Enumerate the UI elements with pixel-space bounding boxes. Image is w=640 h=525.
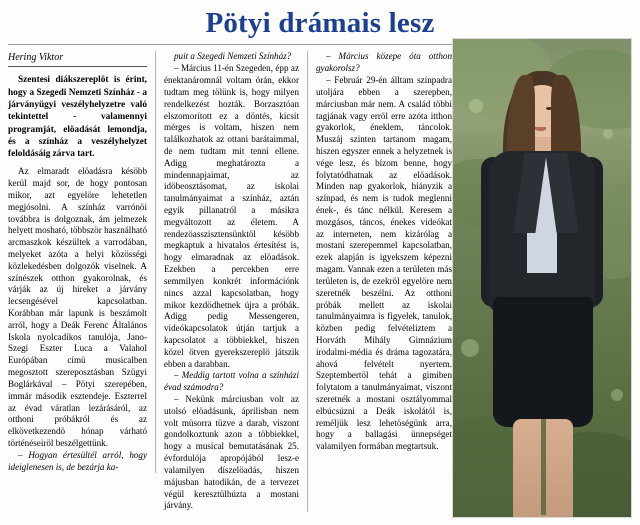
photo-canvas	[453, 39, 631, 517]
paragraph: – Február 29-én álltam színpadra utoljára ebben a szerepben, márciusban már nem. A család többi tagjának vagy erröl erre azóta itthon gyakorlok, éneklem, táncolok. Muszáj szinten tartanom magam, hiszen egyszer ennek a helyzetnek is vége lesz, és bízom benne, hogy folytatódhatnak az elöadások. Minden nap gyakorlok, hiányzik a színpad, és nem is tudok meglenni ének-, és tánc nélkül. Keresem a mozgásos, táncos, énekes videókat az interneten, nem kizárólag a mostani szerepemmel kapcsolatban, ezek alapján is igyekszem képezni magam. Vannak ezen a területen más területen is, de ezekröl egyelöre nem szeretnék beszélni. Az otthoni próbák mellett az iskolai tanulmányaimra is figyelek, tanulok, közben pedig felvételiztem a Horváth Mihály Gimnázium irodalmi-média és dráma tagozatára, ahová felvételt nyertem. Szeptembertöl tehát a gimiben folytatom a tanulmányaimat, viszont szeretnék a mostani osztályommal elbúcsúzni a Deák iskolától is, reméljük lesz lehetöségünk arra, hogy a ballagási ünnepséget valamilyen formában megtartsuk.	[316, 75, 452, 452]
person-figure	[467, 47, 617, 517]
mouth-shape	[535, 127, 546, 131]
column-3	[308, 51, 460, 453]
skirt-shape	[493, 297, 593, 427]
paragraph: – Március 11-én Szegeden, épp az énektanáromnál voltam órán, ekkor tudtam meg tölünk is, hogy milyen rendelkezést hozták. Borzasztóan elszomorított ez a döntés, kicsit mérges is voltam, hiszen nem találkozhatok az ottani barátaimmal, de nem tudtam mit tenni ellene. Adigg meghatározta a mindennapjaimat, az idöbeosztásomat, az iskolai tanulmányaimat a színház, aztán egyik pillanatról a másikra megváltozott az életem. A rendezöasszisztensünktöl késöbb megkaptuk a hivatalos értesítést is, hogy elmaradnak az elöadások. Ezekben a percekben erre semmilyen konkrét információnk nincs azzal kapcsolatban, hogy mikor kezdödhetnek újra a próbák. Adigg pedig Messengeren, videókapcsolatok útján tartjuk a kapcsolatot a többiekkel, hiszen közel ötven gyerekszereplö játszik ebben a darabban.	[164, 63, 299, 369]
paragraph: Az elmaradt elöadásra késöbb kerül majd sor, de hogy pontosan mikor, azt egyelöre lehetetlen megjósolni. A színház varrónöi továbbra is dolgoznak, ám jelmezek helyett mosható, többször használható arcmaszkok készültek a varrodában, melyeket azóta a helyi közösségi közlekedésben dolgozók viselnek. A színészek otthon gyakorolnak, és várják az új híreket a járvány lecsengésével kapcsolatban. Korábban már lapunk is beszámolt arról, hogy a Deák Ferenc Általános Iskola nyolcadikos tanulója, Jano-Szegi Eszter Luca a Valahol Európában címü musicalben megosztott szereposztásban Szügyi Boglárkával – Pötyi szerepében, immár második esztendeje. Eszterrel az évad váratlan lezárásáról, az otthoni próbákról és az elkövetkezendö hónap várható történéseiröl beszélgettünk.	[8, 166, 147, 448]
column-2	[156, 51, 308, 512]
paragraph: – Nekünk márciusban volt az utolsó elöadásunk, áprilisban nem volt müsorra tüzve a darab, viszont gondolkoztunk azon a többiekkel, hogy a musical bemutatásának 25. évfordulója apropójából lesz-e valamilyen díszelöadás, hiszen májusban hatodikán, de a tervezet végül keresztülhúzta a mostani járvány.	[164, 394, 299, 511]
question-paragraph: puit a Szegedi Nemzeti Színház?	[174, 51, 292, 62]
lapel-shape	[513, 153, 546, 233]
question-paragraph: – Március közepe óta otthon gyakorolsz?	[316, 51, 452, 74]
lead-paragraph: Szentesi diákszereplöt is érint, hogy a Szegedi Nemzeti Színház - a járványügyi veszélyhelyzetre való tekintettel - valamennyi programját, elöadását lemondja, és a színház a veszélyhelyzet feloldásáig zárva tart.	[8, 75, 147, 160]
question-paragraph: – Meddig tartott volna a színházi évad számodra?	[164, 370, 299, 393]
portrait-photo	[452, 38, 632, 518]
leg-gap-shape	[541, 419, 546, 515]
page-title: Pötyi drámais lesz	[205, 7, 435, 39]
jacket-shape	[489, 151, 595, 311]
question-paragraph: – Hogyan értesültél arról, hogy ideiglenesen is, de bezárja ka-	[8, 449, 147, 472]
column-1	[8, 51, 156, 473]
byline: Hering Viktor	[8, 51, 147, 67]
lapel-shape	[545, 153, 578, 233]
